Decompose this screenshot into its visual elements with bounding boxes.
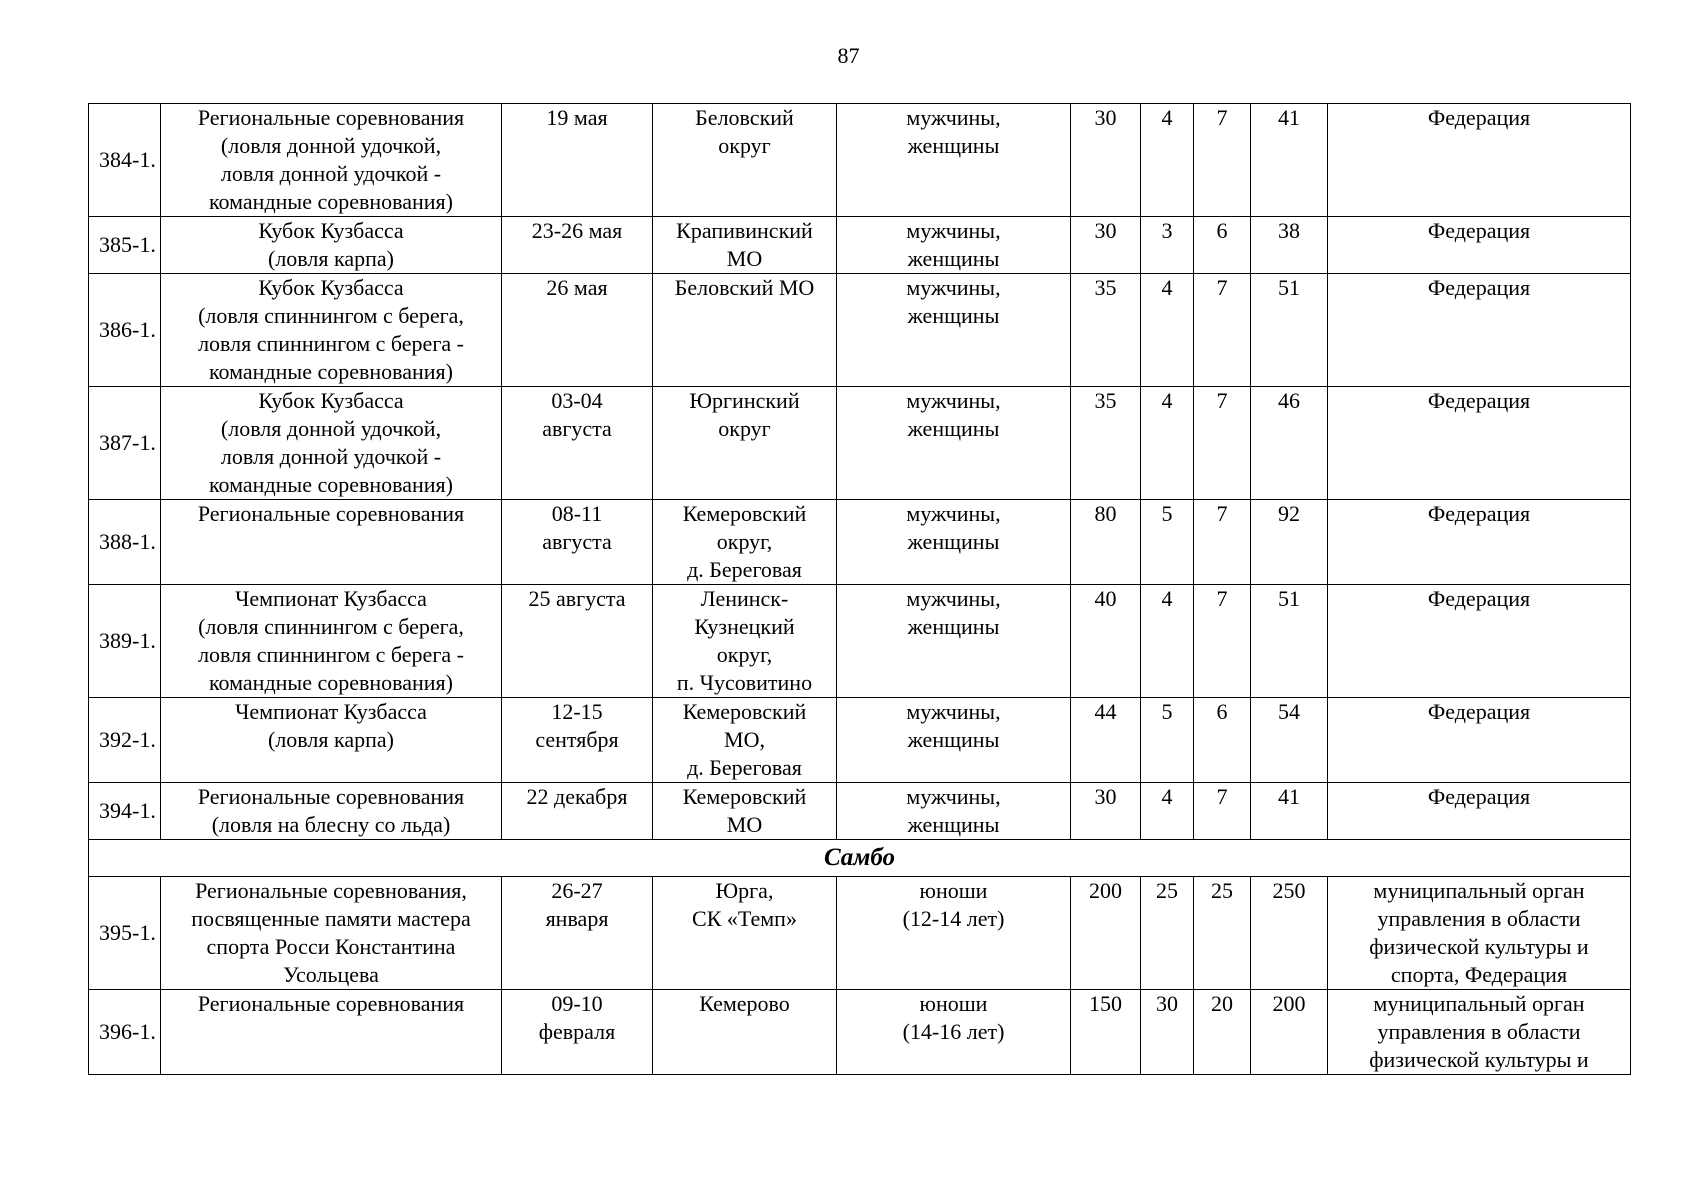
event-place: Ленинск- Кузнецкий округ, п. Чусовитино [653,585,837,698]
event-place: Кемерово [653,990,837,1075]
event-date: 03-04 августа [502,387,653,500]
event-name: Кубок Кузбасса (ловля карпа) [161,217,502,274]
count-3: 7 [1194,104,1251,217]
event-place: Беловский округ [653,104,837,217]
row-number: 387-1. [89,387,161,500]
row-number: 386-1. [89,274,161,387]
event-participants: мужчины, женщины [837,500,1071,585]
event-organizer: Федерация [1328,274,1631,387]
event-date: 26 мая [502,274,653,387]
event-participants: мужчины, женщины [837,783,1071,840]
count-total: 250 [1251,877,1328,990]
count-1: 150 [1071,990,1141,1075]
count-total: 51 [1251,274,1328,387]
count-total: 92 [1251,500,1328,585]
row-number: 385-1. [89,217,161,274]
event-participants: мужчины, женщины [837,585,1071,698]
count-total: 200 [1251,990,1328,1075]
count-total: 51 [1251,585,1328,698]
count-2: 4 [1141,585,1194,698]
count-2: 30 [1141,990,1194,1075]
event-name: Региональные соревнования (ловля на блесну со льда) [161,783,502,840]
event-name: Региональные соревнования [161,500,502,585]
count-1: 35 [1071,387,1141,500]
table-row [89,217,1631,274]
event-name: Кубок Кузбасса (ловля донной удочкой, ловля донной удочкой - командные соревнования) [161,387,502,500]
table-row [89,585,1631,698]
table-row [89,783,1631,840]
count-3: 7 [1194,387,1251,500]
section-header-row [89,840,1631,877]
row-number: 394-1. [89,783,161,840]
count-3: 7 [1194,274,1251,387]
count-total: 54 [1251,698,1328,783]
count-2: 4 [1141,783,1194,840]
table-row [89,877,1631,990]
event-participants: мужчины, женщины [837,104,1071,217]
row-number: 395-1. [89,877,161,990]
event-organizer: муниципальный орган управления в области физической культуры и спорта, Федерация [1328,877,1631,990]
count-3: 25 [1194,877,1251,990]
event-organizer: муниципальный орган управления в области физической культуры и [1328,990,1631,1075]
count-total: 46 [1251,387,1328,500]
row-number: 389-1. [89,585,161,698]
event-name: Чемпионат Кузбасса (ловля спиннингом с берега, ловля спиннингом с берега - командные соревнования) [161,585,502,698]
event-date: 08-11 августа [502,500,653,585]
table-row [89,274,1631,387]
event-participants: мужчины, женщины [837,698,1071,783]
count-1: 200 [1071,877,1141,990]
count-1: 40 [1071,585,1141,698]
count-3: 20 [1194,990,1251,1075]
event-name: Региональные соревнования [161,990,502,1075]
event-place: Юрга, СК «Темп» [653,877,837,990]
event-organizer: Федерация [1328,585,1631,698]
count-1: 30 [1071,783,1141,840]
event-organizer: Федерация [1328,387,1631,500]
events-table [88,103,1631,1075]
table-row [89,500,1631,585]
count-3: 7 [1194,500,1251,585]
count-3: 7 [1194,585,1251,698]
count-total: 38 [1251,217,1328,274]
event-date: 12-15 сентября [502,698,653,783]
table-row [89,990,1631,1075]
event-organizer: Федерация [1328,783,1631,840]
event-name: Кубок Кузбасса (ловля спиннингом с берега, ловля спиннингом с берега - командные соревнования) [161,274,502,387]
count-1: 30 [1071,104,1141,217]
count-total: 41 [1251,104,1328,217]
event-name: Чемпионат Кузбасса (ловля карпа) [161,698,502,783]
event-organizer: Федерация [1328,500,1631,585]
event-place: Кемеровский МО, д. Береговая [653,698,837,783]
event-date: 23-26 мая [502,217,653,274]
event-place: Юргинский округ [653,387,837,500]
event-participants: мужчины, женщины [837,387,1071,500]
table-row [89,104,1631,217]
event-organizer: Федерация [1328,698,1631,783]
event-participants: юноши (14-16 лет) [837,990,1071,1075]
table-row [89,698,1631,783]
count-2: 3 [1141,217,1194,274]
event-place: Кемеровский округ, д. Береговая [653,500,837,585]
count-3: 7 [1194,783,1251,840]
event-date: 19 мая [502,104,653,217]
row-number: 388-1. [89,500,161,585]
event-participants: мужчины, женщины [837,274,1071,387]
event-place: Кемеровский МО [653,783,837,840]
row-number: 384-1. [89,104,161,217]
event-date: 22 декабря [502,783,653,840]
count-2: 4 [1141,387,1194,500]
count-2: 5 [1141,698,1194,783]
count-3: 6 [1194,217,1251,274]
count-1: 80 [1071,500,1141,585]
event-date: 25 августа [502,585,653,698]
event-organizer: Федерация [1328,104,1631,217]
event-place: Крапивинский МО [653,217,837,274]
row-number: 392-1. [89,698,161,783]
row-number: 396-1. [89,990,161,1075]
count-total: 41 [1251,783,1328,840]
count-2: 5 [1141,500,1194,585]
section-title: Самбо [89,840,1631,877]
event-participants: мужчины, женщины [837,217,1071,274]
count-3: 6 [1194,698,1251,783]
event-place: Беловский МО [653,274,837,387]
table-row [89,387,1631,500]
count-2: 4 [1141,274,1194,387]
count-1: 35 [1071,274,1141,387]
count-1: 30 [1071,217,1141,274]
count-2: 4 [1141,104,1194,217]
event-date: 09-10 февраля [502,990,653,1075]
event-date: 26-27 января [502,877,653,990]
event-participants: юноши (12-14 лет) [837,877,1071,990]
event-name: Региональные соревнования, посвященные памяти мастера спорта Росси Константина Усольцева [161,877,502,990]
event-organizer: Федерация [1328,217,1631,274]
page-number: 87 [837,43,860,68]
event-name: Региональные соревнования (ловля донной удочкой, ловля донной удочкой - командные соревнования) [161,104,502,217]
count-1: 44 [1071,698,1141,783]
count-2: 25 [1141,877,1194,990]
